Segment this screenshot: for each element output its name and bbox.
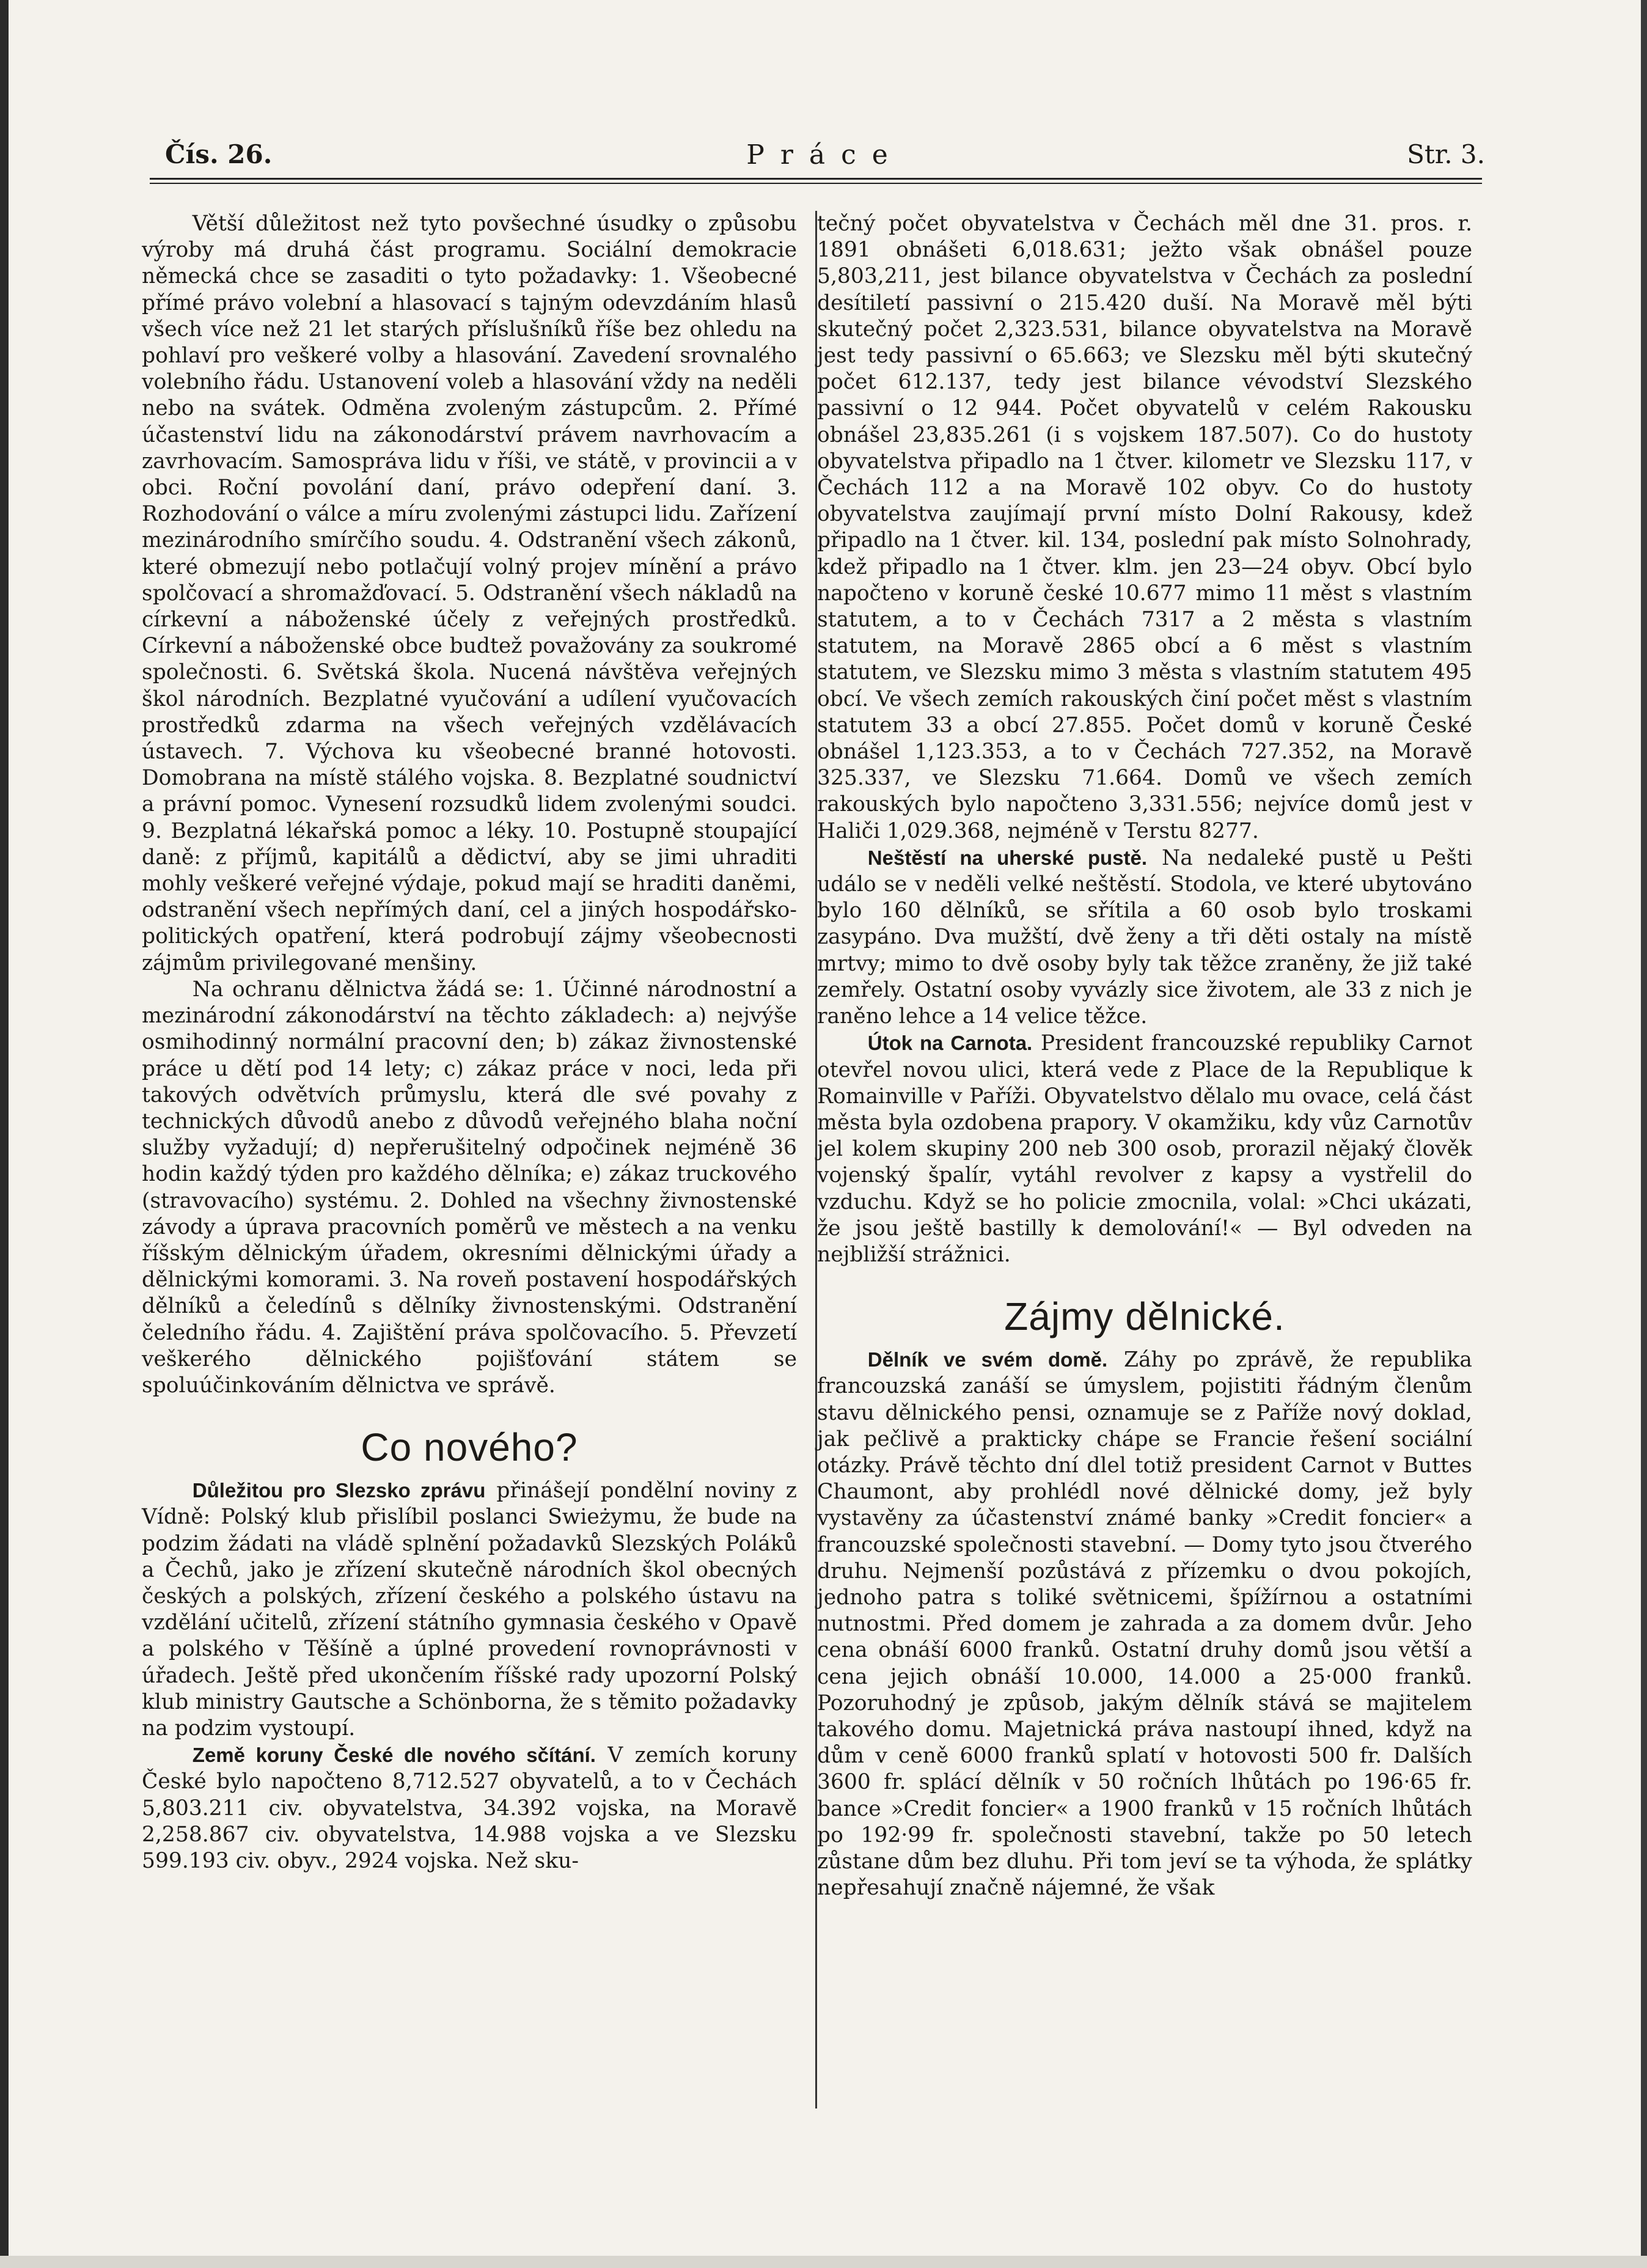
- news-item-text: President francouzské republiky Carnot otevřel novou ulici, která vede z Place de la Republique k Romainville v Paříži. Obyvatelstvo dělalo mu ovace, celá část města byla ozdobena prapory. V okamžiku, kdy vůz Carnotův jel kolem skupiny 200 neb 300 osob, prorazil nějaký člověk vojenský špalír, vytáhl revolver z kapsy a vystřelil do vzduchu. Když se ho policie zmocnila, volal: »Chci ukázati, že jsou ještě bastilly k demolování!« — Byl odveden na nejbližší strážnici.: [817, 1031, 1472, 1267]
- news-item-lead: Neštěstí na uherské pustě.: [867, 846, 1148, 869]
- news-item-accident: [817, 845, 1472, 1030]
- news-item-lead: Země koruny České dle nového sčítání.: [192, 1744, 596, 1767]
- program-paragraph: Větší důležitost než tyto povšechné úsudky o způsobu výroby má druhá část programu. Sociální demokracie německá chce se zasaditi o tyto požadavky: 1. Všeobecné přímé právo volební a hlasovací s tajným odevzdáním hlasů všech více než 21 let starých příslušníků říše bez ohledu na pohlaví pro veškeré volby a hlasování. Zavedení srovnalého volebního řádu. Ustanovení voleb a hlasování vždy na neděli nebo na svátek. Odměna zvoleným zástupcům. 2. Přímé účastenství lidu na zákonodárství právem navrhovacím a zavrhovacím. Samospráva lidu v říši, ve státě, v provincii a v obci. Roční povolání daní, právo odepření daní. 3. Rozhodování o válce a míru zvolenými zástupci lidu. Zařízení mezinárodního smírčího soudu. 4. Odstranění všech zákonů, které obmezují nebo potlačují volný projev mínění a právo spolčovací a shromažďovací. 5. Odstranění všech nákladů na církevní a náboženské účely z veřejných prostředků. Církevní a náboženské obce budtež považovány za soukromé společnosti. 6. Světská škola. Nucená návštěva veřejných škol národních. Bezplatné vyučování a udílení vyučovacích prostředků zdarma na všech veřejných vzdělávacích ústavech. 7. Výchova ku všeobecné branné hotovosti. Domobrana na místě stálého vojska. 8. Bezplatné soudnictví a právní pomoc. Vynesení rozsudků lidem zvolenými soudci. 9. Bezplatná lékařská pomoc a léky. 10. Postupně stoupající daně: z příjmů, kapitálů a dědictví, aby se jimi uhraditi mohly veškeré veřejné výdaje, pokud mají se hraditi daněmi, odstranění všech nepřímých daní, cel a jiných hospodářsko-politických opatření, která podrobují zájmy všeobecnosti zájmům privilegované menšiny.: [142, 211, 797, 975]
- news-item-lead: Útok na Carnota.: [867, 1032, 1033, 1055]
- page-header: [165, 139, 1485, 182]
- scan-edge-bottom: [0, 2256, 1647, 2268]
- news-item-lead: Důležitou pro Slezsko zprávu: [192, 1479, 486, 1502]
- issue-number: Čís. 26.: [165, 139, 273, 169]
- page-number: Str. 3.: [1407, 139, 1485, 169]
- scan-edge-left: [0, 0, 9, 2268]
- news-item-carnot: [817, 1030, 1472, 1268]
- news-item-text: přinášejí pondělní noviny z Vídně: Polský klub přislíbil poslanci Swieżymu, že bude na podzim žádati na vládě splnění požadavků Slezských Poláků a Čechů, jako je zřízení skutečně národních škol obecných českých a polských, zřízení českého a polského ústavu na vzdělání učitelů, zřízení státního gymnasia českého v Opavě a polského v Těšíně a úplné provedení rovnoprávnosti v úřadech. Ještě před ukončením říšské rady upozorní Polský klub ministry Gautsche a Schönborna, že s těmito požadavky na podzim vystoupí.: [142, 1478, 797, 1741]
- news-item-silesia: [142, 1477, 797, 1742]
- newspaper-title: Práce: [746, 139, 904, 171]
- protection-paragraph: Na ochranu dělnictva žádá se: 1. Účinné národnostní a mezinárodní zákonodárství na těchto základech: a) nejvýše osmihodinný normální pracovní den; b) zákaz živnostenské práce u dětí pod 14 lety; c) zákaz práce v noci, leda při takových odvětvích průmyslu, která dle své povahy z technických důvodů anebo z důvodů veřejného blaha noční služby vyžadují; d) nepřerušitelný odpočinek nejméně 36 hodin každý týden pro každého dělníka; e) zákaz truckového (stravovacího) systému. 2. Dohled na všechny živnostenské závody a úprava pracovních poměrů ve městech a na venku říšským dělnickým úřadem, okresními dělnickými úřady a dělnickými komorami. 3. Na roveň postavení hospodářských dělníků a čeledínů s dělníky živnostenskými. Odstranění čeledního řádu. 4. Zajištění práva spolčovacího. 5. Převzetí veškerého dělnického pojišťování státem se spoluúčinkováním dělnictva ve správě.: [142, 977, 797, 1398]
- section-heading-workers: Zájmy dělnické.: [1004, 1294, 1285, 1339]
- right-column: [817, 211, 1472, 1901]
- news-item-worker-house: [817, 1346, 1472, 1901]
- scan-edge-right: [1641, 0, 1647, 2268]
- header-rule-top: [150, 178, 1482, 180]
- news-item-census: [142, 1742, 797, 1874]
- news-item-text: V zemích koruny České bylo napočteno 8,712.527 obyvatelů, a to v Čechách 5,803.211 civ. obyvatelstva, 34.392 vojska, na Moravě 2,258.867 civ. obyvatelstva, 14.988 vojska a ve Slezsku 599.193 civ. obyv., 2924 vojska. Než sku-: [142, 1743, 797, 1873]
- news-item-text: Záhy po zprávě, že republika francouzská zanáší se úmyslem, pojistiti řádným členům stavu dělnického pensi, oznamuje se z Paříže nový doklad, jak pečlivě a prakticky chápe se Francie řešení sociální otázky. Právě těchto dní dlel totiž president Carnot v Buttes Chaumont, aby prohlédl nové dělnické domy, jež byly vystavěny za účastenství známé banky »Credit foncier« a francouzské společnosti stavební. — Domy tyto jsou čtverého druhu. Nejmenší pozůstává z přízemku o dvou pokojích, jednoho patra s toliké světnicemi, špížírnou a ostatními nutnostmi. Před domem je zahrada a za domem dvůr. Jeho cena obnáší 6000 franků. Ostatní druhy domů jsou větší a cena jejich obnáší 10.000, 14.000 a 25·000 franků. Pozoruhodný je způsob, jakým dělník stává se majitelem takového domu. Majetnická práva nastoupí ihned, když na dům v ceně 6000 franků splatí v hotovosti 500 fr. Dalších 3600 fr. splácí dělník v 50 ročních lhůtách po 196·65 fr. bance »Credit foncier« a 1900 franků v 15 ročních lhůtách po 192·99 fr. společnosti stavební, takže po 50 letech zůstane dům bez dluhu. Při tom jeví se ta výhoda, že splátky nepřesahují značně nájemné, že však: [817, 1348, 1472, 1901]
- left-column: [142, 211, 797, 1874]
- section-heading-news: Co nového?: [361, 1425, 578, 1470]
- header-rule-bottom: [150, 183, 1482, 184]
- census-continuation: tečný počet obyvatelstva v Čechách měl dne 31. pros. r. 1891 obnášeti 6,018.631; ježto však obnášel pouze 5,803,211, jest bilance obyvatelstva v Čechách za poslední desítiletí passivní o 215.420 duší. Na Moravě měl býti skutečný počet 2,323.531, bilance obyvatelstva na Moravě jest tedy passivní o 65.663; ve Slezsku měl býti skutečný počet 612.137, tedy jest bilance vévodství Slezského passivní o 12 944. Počet obyvatelů v celém Rakousku obnášel 23,835.261 (i s vojskem 187.507). Co do hustoty obyvatelstva připadlo na 1 čtver. kilometr ve Slezsku 117, v Čechách 112 a na Moravě 102 obyv. Co do hustoty obyvatelstva zaujímají první místo Dolní Rakousy, kdež připadlo na 1 čtver. kil. 134, poslední pak místo Solnohrady, kdež připadlo na 1 čtver. klm. jen 23—24 obyv. Obcí bylo napočteno v koruně české 10.677 mimo 11 měst s vlastním statutem, a to v Čechách 7317 a 2 města s vlastním statutem, na Moravě 2865 obcí a 6 měst s vlastním statutem, ve Slezsku mimo 3 města s vlastním statutem 495 obcí. Ve všech zemích rakouských činí počet měst s vlastním statutem 33 a obcí 27.855. Počet domů v koruně České obnášel 1,123.353, a to v Čechách 727.352, na Moravě 325.337, ve Slezsku 71.664. Domů ve všech zemích rakouských bylo napočteno 3,331.556; nejvíce domů jest v Haliči 1,029.368, nejméně v Terstu 8277.: [817, 211, 1472, 843]
- news-item-text: Na nedaleké pustě u Pešti událo se v neděli velké neštěstí. Stodola, ve které ubytováno bylo 160 dělníků, se sřítila a 60 osob bylo troskami zasypáno. Dva mužští, dvě ženy a tři děti ostaly na místě mrtvy; mimo to dvě osoby byly tak těžce zraněny, že již také zemřely. Ostatní osoby vyvázly sice životem, ale 33 z nich je raněno lehce a 14 velice těžce.: [817, 845, 1472, 1029]
- news-item-lead: Dělník ve svém domě.: [867, 1348, 1108, 1371]
